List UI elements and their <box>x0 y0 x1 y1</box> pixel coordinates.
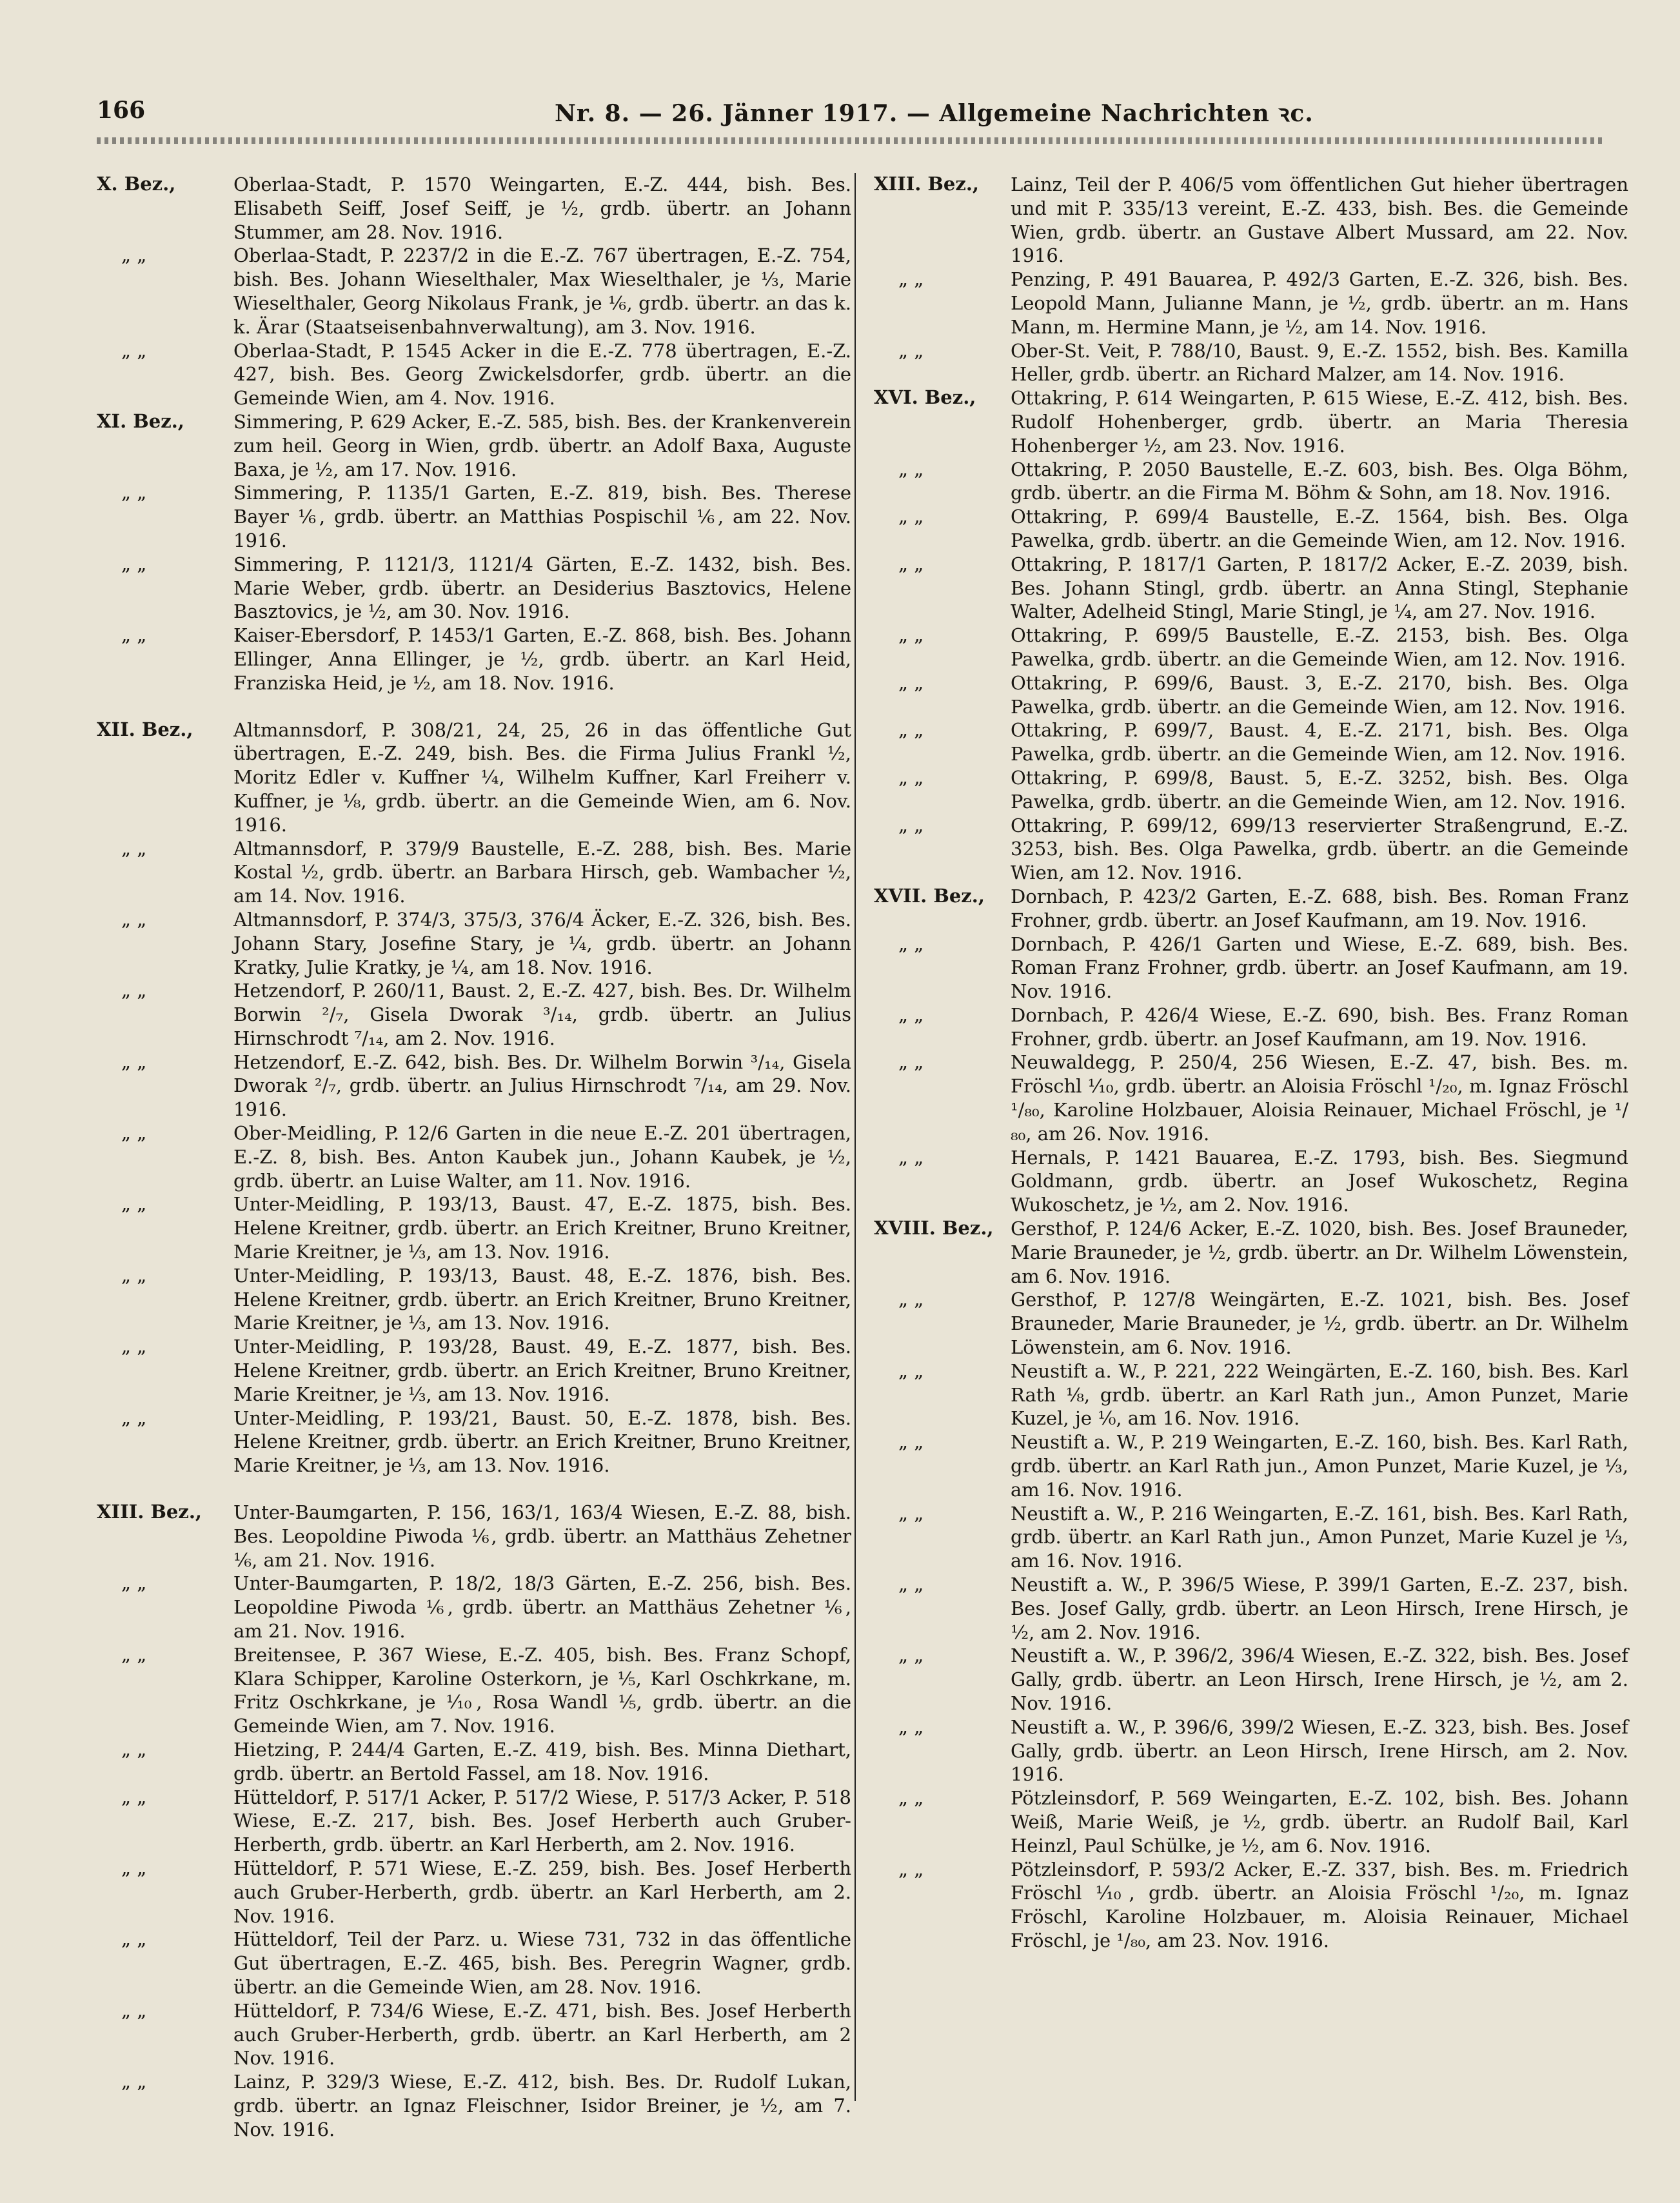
entry-text: Unter-Meidling, P. 193/13, Baust. 47, E.-Z. 1875, bish. Bes. Helene Kreitner, grdb. übertr. an Erich Kreitner, Bruno Kreitner, Marie Kreitner, je ⅓, am 13. Nov. 1916. <box>233 1193 851 1263</box>
district-label: XI. Bez., <box>97 410 184 432</box>
header-rule <box>97 137 1606 144</box>
register-entry <box>97 837 851 908</box>
right-column <box>874 173 1628 1953</box>
register-entry <box>97 1738 851 1786</box>
district-label: „ „ <box>898 1573 924 1595</box>
entry-text: Hütteldorf, Teil der Parz. u. Wiese 731, 732 in das öffentliche Gut übertragen, E.-Z. 465, bish. Bes. Peregrin Wagner, grdb. übertr. an die Gemeinde Wien, am 28. Nov. 1916. <box>233 1928 851 1998</box>
entry-text: Neuwaldegg, P. 250/4, 256 Wiesen, E.-Z. 47, bish. Bes. m. Fröschl ⅒, grdb. übertr. an Aloisia Fröschl ¹/₂₀, m. Ignaz Fröschl ¹/₈₀, Karoline Holzbauer, Aloisia Reinauer, Michael Fröschl, je ¹/₈₀, am 26. Nov. 1916. <box>1011 1051 1628 1145</box>
register-entry <box>874 766 1628 814</box>
register-entry <box>874 1715 1628 1786</box>
register-entry <box>97 1051 851 1121</box>
entry-text: Hetzendorf, E.-Z. 642, bish. Bes. Dr. Wilhelm Borwin ³/₁₄, Gisela Dworak ²/₇, grdb. übertr. an Julius Hirnschrodt ⁷/₁₄, am 29. Nov. 1916. <box>233 1051 851 1121</box>
district-label: „ „ <box>121 552 147 575</box>
district-label: „ „ <box>898 1786 924 1809</box>
entry-text: Unter-Baumgarten, P. 156, 163/1, 163/4 Wiesen, E.-Z. 88, bish. Bes. Leopoldine Piwoda ⅙, grdb. übertr. an Matthäus Zehetner ⅙, am 21. Nov. 1916. <box>233 1501 851 1571</box>
entry-text: Dornbach, P. 426/4 Wiese, E.-Z. 690, bish. Bes. Franz Roman Frohner, grdb. übertr. an Josef Kaufmann, am 19. Nov. 1916. <box>1011 1003 1628 1050</box>
district-label: „ „ <box>898 813 924 836</box>
entry-text: Hernals, P. 1421 Bauarea, E.-Z. 1793, bish. Bes. Siegmund Goldmann, grdb. übertr. an Josef Wukoschetz, Regina Wukoschetz, je ½, am 2. Nov. 1916. <box>1011 1146 1628 1216</box>
entry-text: Simmering, P. 629 Acker, E.-Z. 585, bish. Bes. der Krankenverein zum heil. Georg in Wien, grdb. übertr. an Adolf Baxa, Auguste Baxa, je ½, am 17. Nov. 1916. <box>233 410 851 480</box>
register-entry <box>874 1502 1628 1573</box>
register-entry <box>874 553 1628 624</box>
entry-text: Neustift a. W., P. 221, 222 Weingärten, E.-Z. 160, bish. Bes. Karl Rath ⅛, grdb. übertr. an Karl Rath jun., Amon Punzet, Marie Kuzel, je ⅟₀, am 16. Nov. 1916. <box>1011 1359 1628 1430</box>
district-label: „ „ <box>121 1406 147 1428</box>
entry-text: Dornbach, P. 426/1 Garten und Wiese, E.-Z. 689, bish. Bes. Roman Franz Frohner, grdb. übertr. an Josef Kaufmann, am 19. Nov. 1916. <box>1011 933 1628 1003</box>
register-entry <box>874 1003 1628 1051</box>
register-entry <box>97 1407 851 1477</box>
district-label: „ „ <box>898 1715 924 1737</box>
register-entry <box>874 1858 1628 1953</box>
district-label: „ „ <box>898 1857 924 1880</box>
district-label: „ „ <box>121 244 147 266</box>
register-entry <box>97 908 851 979</box>
entry-text: Altmannsdorf, P. 374/3, 375/3, 376/4 Äcker, E.-Z. 326, bish. Bes. Johann Stary, Josefine Stary, je ¼, grdb. übertr. an Johann Kratky, Julie Kratky, je ¼, am 18. Nov. 1916. <box>233 908 851 978</box>
entry-text: Oberlaa-Stadt, P. 1545 Acker in die E.-Z. 778 übertragen, E.-Z. 427, bish. Bes. Georg Zwickelsdorfer, grdb. übertr. an die Gemeinde Wien, am 4. Nov. 1916. <box>233 339 851 410</box>
entry-text: Neustift a. W., P. 396/2, 396/4 Wiesen, E.-Z. 322, bish. Bes. Josef Gally, grdb. übertr. an Leon Hirsch, Irene Hirsch, je ½, am 2. Nov. 1916. <box>1011 1645 1628 1714</box>
register-entry <box>874 386 1628 457</box>
entry-text: Ober-Meidling, P. 12/6 Garten in die neue E.-Z. 201 übertragen, E.-Z. 8, bish. Bes. Anton Kaubek jun., Johann Kaubek, je ½, grdb. übertr. an Luise Walter, am 11. Nov. 1916. <box>233 1122 851 1192</box>
entry-text: Ober-St. Veit, P. 788/10, Baust. 9, E.-Z. 1552, bish. Bes. Kamilla Heller, grdb. übertr. an Richard Malzer, am 14. Nov. 1916. <box>1011 339 1628 386</box>
register-entry <box>874 339 1628 387</box>
entry-text: Lainz, Teil der P. 406/5 vom öffentlichen Gut hieher übertragen und mit P. 335/13 vereint, E.-Z. 433, bish. Bes. die Gemeinde Wien, grdb. übertr. an Gustave Albert Mussard, am 22. Nov. 1916. <box>1011 173 1628 267</box>
entry-text: Pötzleinsdorf, P. 569 Weingarten, E.-Z. 102, bish. Bes. Johann Weiß, Marie Weiß, je ½, grdb. übertr. an Rudolf Bail, Karl Heinzl, Paul Schülke, je ½, am 6. Nov. 1916. <box>1011 1787 1628 1857</box>
entry-text: Oberlaa-Stadt, P. 1570 Weingarten, E.-Z. 444, bish. Bes. Elisabeth Seiff, Josef Seiff, je ½, grdb. übertr. an Johann Stummer, am 28. Nov. 1916. <box>233 173 851 243</box>
page-number: 166 <box>97 97 146 124</box>
entry-text: Dornbach, P. 423/2 Garten, E.-Z. 688, bish. Bes. Roman Franz Frohner, grdb. übertr. an Josef Kaufmann, am 19. Nov. 1916. <box>1011 885 1628 931</box>
entry-text: Unter-Meidling, P. 193/21, Baust. 50, E.-Z. 1878, bish. Bes. Helene Kreitner, grdb. übertr. an Erich Kreitner, Bruno Kreitner, Marie Kreitner, je ⅓, am 13. Nov. 1916. <box>233 1407 851 1477</box>
entry-text: Lainz, P. 329/3 Wiese, E.-Z. 412, bish. Bes. Dr. Rudolf Lukan, grdb. übertr. an Ignaz Fleischner, Isidor Breiner, je ½, am 7. Nov. 1916. <box>233 2071 851 2140</box>
district-label: „ „ <box>121 1572 147 1594</box>
register-entry <box>97 1857 851 1928</box>
register-entry <box>874 173 1628 268</box>
register-entry <box>874 885 1628 933</box>
entry-text: Ottakring, P. 699/7, Baust. 4, E.-Z. 2171, bish. Bes. Olga Pawelka, grdb. übertr. an die Gemeinde Wien, am 12. Nov. 1916. <box>1011 719 1628 766</box>
register-entry <box>97 553 851 624</box>
entry-text: Unter-Meidling, P. 193/28, Baust. 49, E.-Z. 1877, bish. Bes. Helene Kreitner, grdb. übertr. an Erich Kreitner, Bruno Kreitner, Marie Kreitner, je ⅓, am 13. Nov. 1916. <box>233 1336 851 1405</box>
entry-text: Simmering, P. 1135/1 Garten, E.-Z. 819, bish. Bes. Therese Bayer ⅙, grdb. übertr. an Matthias Pospischil ⅙, am 22. Nov. 1916. <box>233 482 851 551</box>
register-entry <box>97 1572 851 1643</box>
entry-text: Ottakring, P. 699/12, 699/13 reservierter Straßengrund, E.-Z. 3253, bish. Bes. Olga Pawelka, grdb. übertr. an die Gemeinde Wien, am 12. Nov. 1916. <box>1011 814 1628 884</box>
district-label: „ „ <box>898 1430 924 1453</box>
entry-text: Hütteldorf, P. 734/6 Wiese, E.-Z. 471, bish. Bes. Josef Herberth auch Gruber-Herberth, grdb. übertr. an Karl Herberth, am 2 Nov. 1916. <box>233 1999 851 2070</box>
register-entry <box>97 979 851 1050</box>
register-entry <box>874 268 1628 339</box>
district-label: „ „ <box>121 1928 147 1950</box>
entry-text: Ottakring, P. 2050 Baustelle, E.-Z. 603, bish. Bes. Olga Böhm, grdb. übertr. an die Firma M. Böhm & Sohn, am 18. Nov. 1916. <box>1011 458 1628 504</box>
register-entry <box>97 1999 851 2070</box>
register-entry <box>874 458 1628 506</box>
entry-text: Unter-Meidling, P. 193/13, Baust. 48, E.-Z. 1876, bish. Bes. Helene Kreitner, grdb. übertr. an Erich Kreitner, Bruno Kreitner, Marie Kreitner, je ⅓, am 13. Nov. 1916. <box>233 1264 851 1334</box>
register-entry <box>97 173 851 244</box>
register-entry <box>874 624 1628 671</box>
district-label: „ „ <box>121 1263 147 1286</box>
district-label: „ „ <box>898 1145 924 1168</box>
register-entry <box>874 1217 1628 1288</box>
register-entry <box>97 1928 851 1999</box>
district-label: „ „ <box>121 339 147 361</box>
district-label: „ „ <box>898 268 924 290</box>
entry-text: Altmannsdorf, P. 308/21, 24, 25, 26 in das öffentliche Gut übertragen, E.-Z. 249, bish. Bes. die Firma Julius Frankl ½, Moritz Edler v. Kuffner ¼, Wilhelm Kuffner, Karl Freiherr v. Kuffner, je ⅛, grdb. übertr. an die Gemeinde Wien, am 6. Nov. 1916. <box>233 718 851 836</box>
entry-text: Hetzendorf, P. 260/11, Baust. 2, E.-Z. 427, bish. Bes. Dr. Wilhelm Borwin ²/₇, Gisela Dworak ³/₁₄, grdb. übertr. an Julius Hirnschrodt ⁷/₁₄, am 2. Nov. 1916. <box>233 980 851 1049</box>
register-entry <box>874 1146 1628 1217</box>
district-label: XVII. Bez., <box>874 884 985 907</box>
entry-text: Kaiser-Ebersdorf, P. 1453/1 Garten, E.-Z. 868, bish. Bes. Johann Ellinger, Anna Ellinger, je ½, grdb. übertr. an Karl Heid, Franziska Heid, je ½, am 18. Nov. 1916. <box>233 624 851 694</box>
register-entry <box>97 1121 851 1192</box>
register-entry <box>874 1288 1628 1359</box>
entry-text: Gersthof, P. 127/8 Weingärten, E.-Z. 1021, bish. Bes. Josef Brauneder, Marie Brauneder, je ½, grdb. übertr. an Dr. Wilhelm Löwenstein, am 6. Nov. 1916. <box>1011 1289 1628 1359</box>
district-label: „ „ <box>121 1738 147 1760</box>
district-label: „ „ <box>898 1501 924 1524</box>
entry-text: Ottakring, P. 699/8, Baust. 5, E.-Z. 3252, bish. Bes. Olga Pawelka, grdb. übertr. an die Gemeinde Wien, am 12. Nov. 1916. <box>1011 766 1628 813</box>
register-entry <box>97 244 851 339</box>
register-entry <box>97 410 851 481</box>
entry-text: Hütteldorf, P. 517/1 Acker, P. 517/2 Wiese, P. 517/3 Acker, P. 518 Wiese, E.-Z. 217, bish. Bes. Josef Herberth auch Gruber-Herberth, grdb. übertr. an Karl Herberth, am 2. Nov. 1916. <box>233 1786 851 1856</box>
district-label: „ „ <box>121 1856 147 1879</box>
district-label: „ „ <box>898 1051 924 1073</box>
register-entry <box>874 1430 1628 1501</box>
district-label: „ „ <box>121 1121 147 1144</box>
entry-text: Breitensee, P. 367 Wiese, E.-Z. 405, bish. Bes. Franz Schopf, Klara Schipper, Karoline Osterkorn, je ⅕, Karl Oschkrkane, m. Fritz Oschkrkane, je ⅒, Rosa Wandl ⅕, grdb. übertr. an die Gemeinde Wien, am 7. Nov. 1916. <box>233 1643 851 1737</box>
left-column <box>97 173 851 2142</box>
entry-text: Ottakring, P. 699/6, Baust. 3, E.-Z. 2170, bish. Bes. Olga Pawelka, grdb. übertr. an die Gemeinde Wien, am 12. Nov. 1916. <box>1011 671 1628 718</box>
district-label: „ „ <box>121 624 147 646</box>
district-label: „ „ <box>121 1335 147 1358</box>
register-entry <box>874 1573 1628 1644</box>
register-entry <box>97 2070 851 2141</box>
register-entry <box>97 339 851 410</box>
district-label: „ „ <box>121 907 147 930</box>
entry-text: Neustift a. W., P. 396/6, 399/2 Wiesen, E.-Z. 323, bish. Bes. Josef Gally, grdb. übertr. an Leon Hirsch, Irene Hirsch, am 2. Nov. 1916. <box>1011 1715 1628 1786</box>
entry-text: Ottakring, P. 699/5 Baustelle, E.-Z. 2153, bish. Bes. Olga Pawelka, grdb. übertr. an die Gemeinde Wien, am 12. Nov. 1916. <box>1011 624 1628 670</box>
district-label: XVIII. Bez., <box>874 1217 994 1240</box>
entry-text: Altmannsdorf, P. 379/9 Baustelle, E.-Z. 288, bish. Bes. Marie Kostal ½, grdb. übertr. an Barbara Hirsch, geb. Wambacher ½, am 14. Nov. 1916. <box>233 837 851 907</box>
district-label: „ „ <box>898 624 924 646</box>
register-entry <box>874 1359 1628 1430</box>
register-entry <box>97 1501 851 1572</box>
entry-text: Simmering, P. 1121/3, 1121/4 Gärten, E.-Z. 1432, bish. Bes. Marie Weber, grdb. übertr. an Desiderius Basztovics, Helene Basztovics, je ½, am 30. Nov. 1916. <box>233 553 851 623</box>
district-label: XII. Bez., <box>97 718 193 740</box>
district-label: „ „ <box>121 1192 147 1215</box>
district-label: „ „ <box>898 766 924 788</box>
column-divider <box>855 173 856 2101</box>
district-label: „ „ <box>121 1643 147 1665</box>
register-entry <box>874 671 1628 719</box>
district-label: „ „ <box>898 1288 924 1310</box>
district-label: „ „ <box>121 1050 147 1072</box>
district-label: „ „ <box>121 979 147 1002</box>
district-label: „ „ <box>898 1359 924 1381</box>
page-header <box>97 97 1606 135</box>
register-entry <box>874 1644 1628 1715</box>
district-label: „ „ <box>898 932 924 954</box>
entry-text: Oberlaa-Stadt, P. 2237/2 in die E.-Z. 767 übertragen, E.-Z. 754, bish. Bes. Johann Wieselthaler, Max Wieselthaler, je ⅓, Marie Wieselthaler, Georg Nikolaus Frank, je ⅙, grdb. übertr. an das k. k. Ärar (Staatseisenbahnverwaltung), am 3. Nov. 1916. <box>233 244 851 338</box>
entry-text: Ottakring, P. 614 Weingarten, P. 615 Wiese, E.-Z. 412, bish. Bes. Rudolf Hohenberger, grdb. übertr. an Maria Theresia Hohenberger ½, am 23. Nov. 1916. <box>1011 387 1628 457</box>
register-entry <box>874 1051 1628 1145</box>
district-label: „ „ <box>898 339 924 361</box>
district-label: „ „ <box>898 552 924 575</box>
district-label: „ „ <box>898 505 924 528</box>
district-label: XIII. Bez., <box>97 1501 203 1523</box>
district-label: „ „ <box>898 671 924 693</box>
district-label: XVI. Bez., <box>874 386 976 409</box>
entry-text: Neustift a. W., P. 216 Weingarten, E.-Z. 161, bish. Bes. Karl Rath, grdb. übertr. an Karl Rath jun., Amon Punzet, Marie Kuzel je ⅓, am 16. Nov. 1916. <box>1011 1502 1628 1572</box>
entry-text: Ottakring, P. 699/4 Baustelle, E.-Z. 1564, bish. Bes. Olga Pawelka, grdb. übertr. an die Gemeinde Wien, am 12. Nov. 1916. <box>1011 506 1628 551</box>
district-label: „ „ <box>898 718 924 741</box>
register-entry <box>97 1643 851 1738</box>
district-label: „ „ <box>898 1644 924 1666</box>
register-entry <box>874 718 1628 766</box>
register-entry <box>874 933 1628 1003</box>
district-label: „ „ <box>898 457 924 480</box>
entry-text: Hietzing, P. 244/4 Garten, E.-Z. 419, bish. Bes. Minna Diethart, grdb. übertr. an Bertold Fassel, am 18. Nov. 1916. <box>233 1739 851 1784</box>
district-label: „ „ <box>121 836 147 859</box>
register-entry <box>97 624 851 695</box>
page-title: Nr. 8. — 26. Jänner 1917. — Allgemeine Nachrichten ꝛc. <box>555 100 1314 127</box>
register-entry <box>97 1192 851 1263</box>
entry-text: Neustift a. W., P. 219 Weingarten, E.-Z. 160, bish. Bes. Karl Rath, grdb. übertr. an Karl Rath jun., Amon Punzet, Marie Kuzel, je ⅓, am 16. Nov. 1916. <box>1011 1431 1628 1501</box>
register-entry <box>874 1786 1628 1857</box>
entry-text: Penzing, P. 491 Bauarea, P. 492/3 Garten, E.-Z. 326, bish. Bes. Leopold Mann, Julianne Mann, je ½, grdb. übertr. an m. Hans Mann, m. Hermine Mann, je ½, am 14. Nov. 1916. <box>1011 268 1628 338</box>
register-entry <box>97 718 851 837</box>
district-label: „ „ <box>121 2070 147 2093</box>
district-label: „ „ <box>121 1999 147 2021</box>
register-entry <box>97 1786 851 1857</box>
district-label: „ „ <box>898 1003 924 1025</box>
register-entry <box>874 505 1628 553</box>
entry-text: Hütteldorf, P. 571 Wiese, E.-Z. 259, bish. Bes. Josef Herberth auch Gruber-Herberth, grdb. übertr. an Karl Herberth, am 2. Nov. 1916. <box>233 1857 851 1927</box>
entry-text: Neustift a. W., P. 396/5 Wiese, P. 399/1 Garten, E.-Z. 237, bish. Bes. Josef Gally, grdb. übertr. an Leon Hirsch, Irene Hirsch, je ½, am 2. Nov. 1916. <box>1011 1574 1628 1643</box>
entry-text: Pötzleinsdorf, P. 593/2 Acker, E.-Z. 337, bish. Bes. m. Friedrich Fröschl ⅒, grdb. übertr. an Aloisia Fröschl ¹/₂₀, m. Ignaz Fröschl, Karoline Holzbauer, m. Aloisia Reinauer, Michael Fröschl, je ¹/₈₀, am 23. Nov. 1916. <box>1011 1858 1628 1951</box>
entry-text: Unter-Baumgarten, P. 18/2, 18/3 Gärten, E.-Z. 256, bish. Bes. Leopoldine Piwoda ⅙, grdb. übertr. an Matthäus Zehetner ⅙, am 21. Nov. 1916. <box>233 1572 851 1643</box>
district-label: „ „ <box>121 481 147 504</box>
register-entry <box>97 481 851 552</box>
district-label: „ „ <box>121 1785 147 1808</box>
district-label: XIII. Bez., <box>874 173 980 195</box>
register-entry <box>97 1335 851 1406</box>
entry-text: Ottakring, P. 1817/1 Garten, P. 1817/2 Acker, E.-Z. 2039, bish. Bes. Johann Stingl, grdb. übertr. an Anna Stingl, Stephanie Walter, Adelheid Stingl, Marie Stingl, je ¼, am 27. Nov. 1916. <box>1011 553 1628 623</box>
district-label: X. Bez., <box>97 173 176 195</box>
register-entry <box>874 814 1628 885</box>
entry-text: Gersthof, P. 124/6 Acker, E.-Z. 1020, bish. Bes. Josef Brauneder, Marie Brauneder, je ½, grdb. übertr. an Dr. Wilhelm Löwenstein, am 6. Nov. 1916. <box>1011 1218 1628 1287</box>
register-entry <box>97 1264 851 1335</box>
